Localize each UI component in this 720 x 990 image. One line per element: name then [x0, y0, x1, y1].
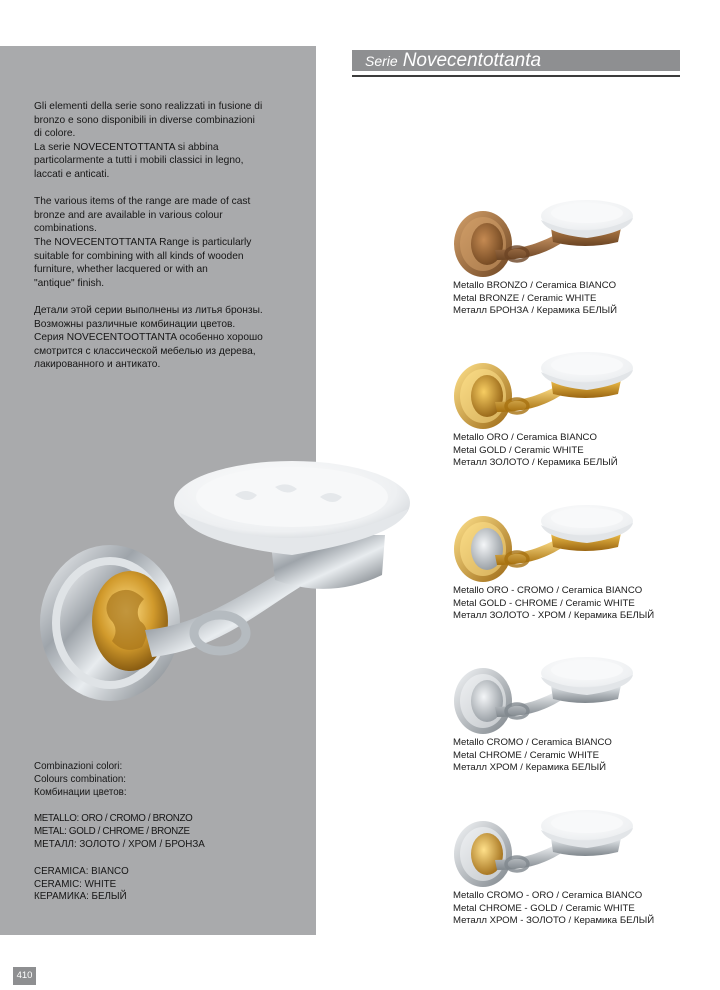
caption-line: Металл ХРОМ / Керамика БЕЛЫЙ — [453, 762, 606, 774]
caption-line: Metallo ORO / Ceramica BIANCO — [453, 432, 597, 443]
ceramic-it: CERAMICA: BIANCO — [34, 865, 129, 877]
caption-line: Metallo BRONZO / Ceramica BIANCO — [453, 280, 617, 291]
intro-italian: Gli elementi della serie sono realizzati in fusione di bronzo e sono disponibili in diverse combinazioni di colore. La serie NOVECENTOTTANTA si abbina particolarmente a tutti i mobili classici in legno, laccati e anticati. — [34, 101, 263, 180]
caption-line: Металл БРОНЗА / Керамика БЕЛЫЙ — [453, 305, 618, 317]
caption-line: Металл ЗОЛОТО / Керамика БЕЛЫЙ — [453, 457, 618, 469]
caption-line: Металл ЗОЛОТО - ХРОМ / Керамика БЕЛЫЙ — [453, 610, 655, 622]
ceramic-options — [34, 866, 294, 904]
product-thumbnail — [453, 808, 633, 890]
colour-combinations — [34, 761, 294, 918]
caption-line: Metal BRONZE / Ceramic WHITE — [453, 292, 597, 304]
header-rule — [352, 75, 680, 77]
hero-soap-dish-photo — [30, 425, 420, 715]
metal-options — [34, 813, 294, 851]
metal-en: METAL: GOLD / CHROME / BRONZE — [34, 826, 190, 838]
product-caption — [453, 280, 617, 318]
heading-en: Colours combination: — [34, 773, 127, 785]
caption-line: Metallo ORO - CROMO / Ceramica BIANCO — [453, 585, 643, 596]
metal-ru: МЕТАЛЛ: ЗОЛОТО / ХРОМ / БРОНЗА — [34, 838, 205, 850]
product-caption — [453, 737, 612, 775]
series-label: Serie — [365, 53, 398, 69]
combinations-heading — [34, 761, 294, 799]
caption-line: Металл ХРОМ - ЗОЛОТО / Керамика БЕЛЫЙ — [453, 915, 655, 927]
caption-line: Metal CHROME / Ceramic WHITE — [453, 749, 600, 761]
product-caption — [453, 585, 654, 623]
page-number: 410 — [13, 967, 36, 985]
caption-line: Metal CHROME - GOLD / Ceramic WHITE — [453, 902, 635, 914]
series-header — [352, 50, 680, 71]
ceramic-ru: КЕРАМИКА: БЕЛЫЙ — [34, 891, 127, 903]
heading-it: Combinazioni colori: — [34, 761, 123, 772]
product-thumbnail — [453, 198, 633, 280]
caption-line: Metallo CROMO - ORO / Ceramica BIANCO — [453, 890, 643, 901]
intro-russian: Детали этой серии выполнены из литья бронзы. Возможны различные комбинации цветов. Серия NOVECENTOOTTANTA особенно хорошо смотрится с классической мебелью из дерева, лакированного и антикато. — [34, 304, 263, 371]
metal-it: METALLO: ORO / CROMO / BRONZO — [34, 813, 193, 825]
caption-line: Metal GOLD - CHROME / Ceramic WHITE — [453, 597, 635, 609]
ceramic-en: CERAMIC: WHITE — [34, 878, 117, 890]
caption-line: Metallo CROMO / Ceramica BIANCO — [453, 737, 612, 748]
intro-english: The various items of the range are made of cast bronze and are available in various colour combinations. The NOVECENTOTTANTA Range is particularly suitable for combining with all kinds of wooden furniture, whether lacquered or with an "antique" finish. — [34, 196, 252, 289]
heading-ru: Комбинации цветов: — [34, 786, 127, 798]
product-thumbnail — [453, 503, 633, 585]
product-thumbnail — [453, 655, 633, 737]
series-name: Novecentottanta — [402, 50, 542, 71]
product-thumbnail — [453, 350, 633, 432]
product-caption — [453, 890, 654, 928]
caption-line: Metal GOLD / Ceramic WHITE — [453, 444, 584, 456]
product-caption — [453, 432, 618, 470]
intro-text — [34, 100, 274, 385]
